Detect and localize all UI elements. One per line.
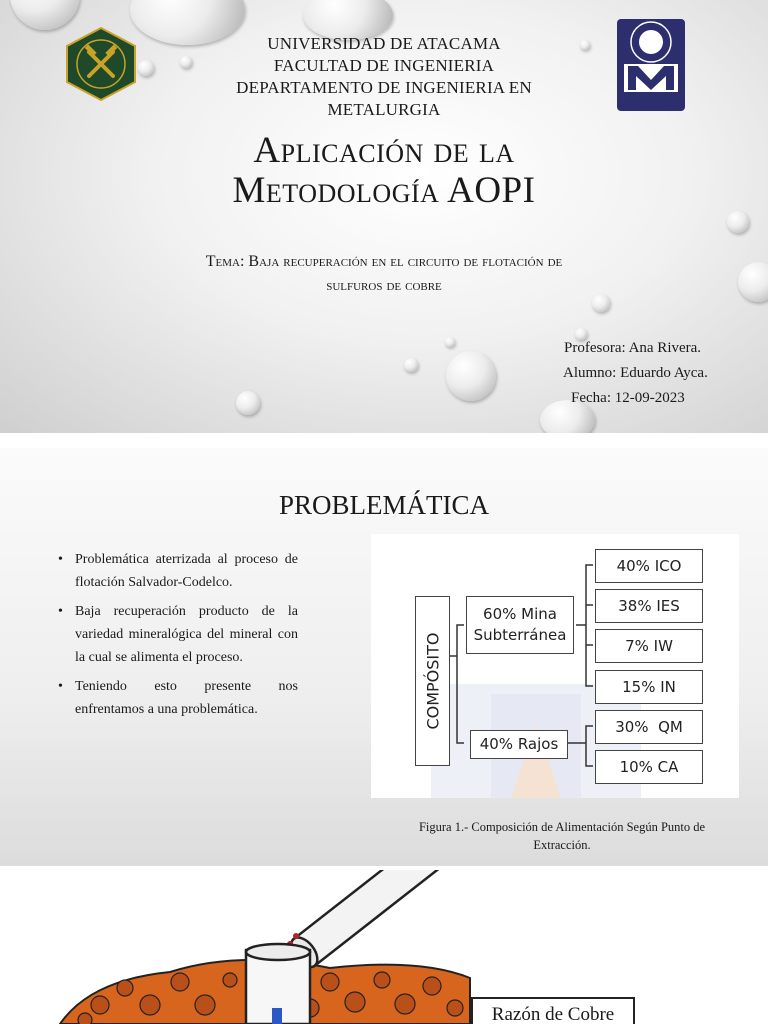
water-drop [404,358,418,372]
root-box [415,596,450,766]
bullet-item: • Teniendo esto presente nos enfrentamos a una problemática. [58,675,298,721]
ico-box: 40% ICO [595,549,703,583]
water-drop [446,351,496,401]
composition-diagram [371,534,739,798]
figure-caption [392,818,732,854]
iw-box: 7% IW [595,629,703,663]
title-line: Metodología AOPI [232,170,536,211]
presentation-title [0,131,768,211]
institution-line: FACULTAD DE INGENIERIA [273,56,495,75]
problematica-slide [0,448,768,866]
water-drop [236,391,260,415]
professor-label: Profesora: Ana Rivera. [564,340,702,356]
ca-box: 10% CA [595,750,703,784]
institution-line: UNIVERSIDAD DE ATACAMA [267,34,501,53]
mina-line: 60% Mina [483,605,557,623]
institution-line: DEPARTAMENTO DE INGENIERIA EN [236,78,532,97]
bullet-list [58,548,298,727]
institution-line: METALURGIA [327,100,441,119]
razon-cobre-slide [0,870,768,1024]
tema-line: Tema: Baja recuperación en el circuito de flotación de [205,253,563,270]
razon-cobre-box: Razón de Cobre [471,997,635,1024]
tema-subtitle [0,250,768,298]
mina-line: Subterránea [473,626,567,644]
institution-header [0,33,768,121]
date-label: Fecha: 12-09-2023 [571,390,685,406]
tema-line: sulfuros de cobre [326,277,442,294]
water-drop [445,337,455,347]
in-box: 15% IN [595,670,703,704]
ies-box: 38% IES [595,589,703,623]
title-line: Aplicación de la [253,130,515,171]
student-label: Alumno: Eduardo Ayca. [563,365,708,381]
root-label: COMPÓSITO [423,632,442,730]
caption-line: Extracción. [533,838,591,852]
slide-title: PROBLEMÁTICA [278,490,489,520]
rajos-box: 40% Rajos [470,730,568,759]
qm-box: 30% QM [595,710,703,744]
ore-pile-illustration [0,870,768,1024]
title-slide [0,0,768,433]
bullet-item: • Baja recuperación producto de la variedad mineralógica del mineral con la cual se alimenta el proceso. [58,600,298,669]
caption-line: Figura 1.- Composición de Alimentación Según Punto de [418,820,706,834]
water-drop [727,211,749,233]
mina-subterranea-box [466,596,574,654]
bullet-item: • Problemática aterrizada al proceso de flotación Salvador-Codelco. [58,548,298,594]
